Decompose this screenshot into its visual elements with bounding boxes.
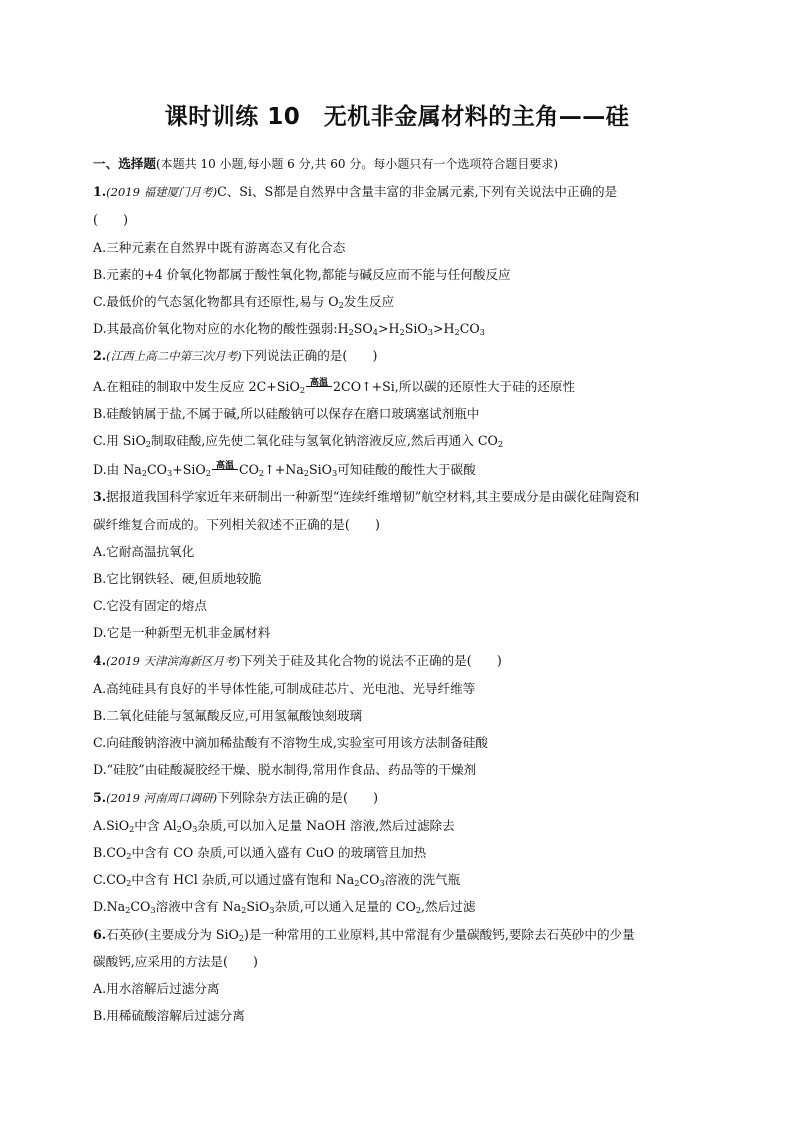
option-text: O xyxy=(181,817,193,833)
question-source: (2019 天津滨海新区月考) xyxy=(106,653,241,668)
subscript: 3 xyxy=(150,905,156,916)
option-text: 制取硅酸,应先使二氧化硅与氢氧化钠溶液反应,然后再通入 CO xyxy=(151,433,498,449)
subscript: 2 xyxy=(126,851,132,862)
question-source: (江西上高二中第三次月考) xyxy=(106,349,242,364)
option-d: D.它是一种新型无机非金属材料 xyxy=(93,625,271,641)
answer-blank[interactable]: ( ) xyxy=(93,212,129,228)
subscript: 4 xyxy=(372,327,378,338)
option-d xyxy=(93,456,705,483)
question-list xyxy=(93,150,705,1030)
option-c xyxy=(93,288,705,315)
question-number: 4. xyxy=(93,652,107,668)
subscript: 3 xyxy=(269,905,275,916)
question-stem-continued: 碳纤维复合而成的。下列相关叙述不正确的是( ) xyxy=(93,516,380,532)
option-b: B.硅酸钠属于盐,不属于碱,所以硅酸钠可以保存在磨口玻璃塞试剂瓶中 xyxy=(93,405,480,421)
question-number: 6. xyxy=(93,926,107,942)
section-heading xyxy=(93,150,705,178)
subscript: 2 xyxy=(299,384,306,395)
condition-label: 高温 xyxy=(310,377,329,388)
option-text: >H xyxy=(377,321,400,337)
subscript: 2 xyxy=(125,905,131,916)
option-text: 杂质,可以加入足量 NaOH 溶液,然后过滤除去 xyxy=(197,817,455,833)
subscript: 2 xyxy=(129,823,135,834)
question-stem: 下列关于硅及其化合物的说法不正确的是( ) xyxy=(240,652,502,668)
option-text: 杂质,可以通入足量的 CO xyxy=(274,899,416,915)
question-number: 2. xyxy=(93,348,107,364)
question-stem: 石英砂(主要成分为 SiO xyxy=(106,926,239,942)
question-2 xyxy=(93,342,705,370)
option-a xyxy=(93,812,705,839)
option-b: B.元素的+4 价氧化物都属于酸性氧化物,都能与碱反应而不能与任何酸反应 xyxy=(93,266,511,282)
reaction-arrow-line xyxy=(212,469,238,470)
question-source: (2019 河南周口调研) xyxy=(106,790,218,805)
option-text: A.SiO xyxy=(93,817,130,833)
subscript: 2 xyxy=(176,823,182,834)
subscript: 3 xyxy=(479,327,485,338)
subscript: 2 xyxy=(258,468,265,479)
option-a: A.用水溶解后过滤分离 xyxy=(93,981,220,997)
subscript: 3 xyxy=(166,468,173,479)
condition-label: 高温 xyxy=(215,461,234,472)
subscript: 2 xyxy=(303,468,309,479)
option-a: A.高纯硅具有良好的半导体性能,可制成硅芯片、光电池、光导纤维等 xyxy=(93,680,476,696)
option-text: CO xyxy=(238,462,259,478)
option-a xyxy=(93,373,705,400)
option-text: SiO xyxy=(246,899,270,915)
option-b xyxy=(93,839,705,866)
option-c: C.向硅酸钠溶液中滴加稀盐酸有不溶物生成,实验室可用该方法制备硅酸 xyxy=(93,735,489,751)
question-source: (2019 福建厦门月考) xyxy=(106,185,218,200)
subscript: 2 xyxy=(145,439,151,450)
subscript: 3 xyxy=(192,823,198,834)
subscript: 2 xyxy=(126,878,132,889)
question-3 xyxy=(93,483,705,510)
section-note: (本题共 10 小题,每小题 6 分,共 60 分。每小题只有一个选项符合题目要求) xyxy=(155,157,559,171)
option-text: 2CO↑+Si,所以碳的还原性大于硅的还原性 xyxy=(333,378,576,394)
option-text: D.Na xyxy=(93,899,126,915)
question-stem: 据报道我国科学家近年来研制出一种新型“连续纤维增韧”航空材料,其主要成分是由碳化硅陶瓷和 xyxy=(106,489,640,505)
option-text: CO xyxy=(359,872,380,888)
option-text: ↑+Na xyxy=(264,462,304,478)
subscript: 2 xyxy=(354,878,360,889)
option-text: SO xyxy=(353,321,373,337)
option-c xyxy=(93,427,705,454)
option-text: 溶液的洗气瓶 xyxy=(384,872,461,888)
page-title: 课时训练 10 无机非金属材料的主角——硅 xyxy=(164,104,630,130)
section-label: 一、选择题 xyxy=(93,156,156,171)
question-number: 3. xyxy=(93,489,107,505)
option-text: C.最低价的气态氢化物都具有还原性,易与 O xyxy=(93,294,339,310)
question-4 xyxy=(93,647,705,675)
question-number: 5. xyxy=(93,789,107,805)
question-number: 1. xyxy=(93,184,107,200)
subscript: 2 xyxy=(141,468,147,479)
question-stem-continued: 碳酸钙,应采用的方法是( ) xyxy=(93,953,258,969)
option-a: A.三种元素在自然界中既有游离态又有化合态 xyxy=(93,239,346,255)
option-text: C.CO xyxy=(93,872,127,888)
option-text: A.在粗硅的制取中发生反应 2C+SiO xyxy=(93,378,300,394)
subscript: 3 xyxy=(427,327,433,338)
option-a: A.它耐高温抗氧化 xyxy=(93,543,195,559)
option-text: 中含 Al xyxy=(134,817,177,833)
subscript: 2 xyxy=(399,327,405,338)
option-text: SiO xyxy=(309,462,332,478)
subscript: 2 xyxy=(497,439,504,450)
option-text: D.其最高价氧化物对应的水化物的酸性强弱:H xyxy=(93,321,349,337)
option-text: B.CO xyxy=(93,845,127,861)
option-text: CO xyxy=(459,321,480,337)
option-text: 发生反应 xyxy=(343,294,395,310)
question-stem: 下列说法正确的是( ) xyxy=(241,348,378,364)
option-c xyxy=(93,866,705,893)
option-text: D.由 Na xyxy=(93,462,142,478)
question-stem: 下列除杂方法正确的是( ) xyxy=(217,789,379,805)
option-b: B.二氧化硅能与氢氟酸反应,可用氢氟酸蚀刻玻璃 xyxy=(93,708,363,724)
question-5 xyxy=(93,784,705,812)
option-text: CO xyxy=(147,462,167,478)
option-text: C.用 SiO xyxy=(93,433,146,449)
option-text: CO xyxy=(130,899,151,915)
option-text: 中含有 HCl 杂质,可以通过盛有饱和 Na xyxy=(131,872,355,888)
subscript: 2 xyxy=(415,905,422,916)
subscript: 2 xyxy=(205,468,211,479)
subscript: 3 xyxy=(331,468,338,479)
subscript: 2 xyxy=(348,327,354,338)
option-text: ,然后过滤 xyxy=(421,899,476,915)
option-text: >H xyxy=(432,321,455,337)
subscript: 2 xyxy=(241,905,247,916)
option-c: C.它没有固定的熔点 xyxy=(93,598,207,614)
reaction-arrow-line xyxy=(306,386,332,387)
option-text: 中含有 CO 杂质,可以通入盛有 CuO 的玻璃管且加热 xyxy=(131,845,427,861)
option-d: D.“硅胶”由硅酸凝胶经干燥、脱水制得,常用作食品、药品等的干燥剂 xyxy=(93,762,477,778)
question-6 xyxy=(93,921,705,948)
subscript: 2 xyxy=(454,327,460,338)
option-d xyxy=(93,315,705,342)
subscript: 2 xyxy=(338,300,344,311)
option-text: 可知硅酸的酸性大于碳酸 xyxy=(337,462,476,478)
reaction-condition xyxy=(306,377,332,391)
reaction-condition xyxy=(212,461,238,474)
answer-paren xyxy=(93,206,705,233)
option-b: B.它比钢铁轻、硬,但质地较脆 xyxy=(93,571,262,587)
option-b: B.用稀硫酸溶解后过滤分离 xyxy=(93,1008,245,1024)
subscript: 3 xyxy=(379,878,385,889)
option-text: +SiO xyxy=(172,462,206,478)
question-stem: )是一种常用的工业原料,其中常混有少量碳酸钙,要除去石英砂中的少量 xyxy=(244,926,635,942)
question-1 xyxy=(93,178,705,206)
option-d xyxy=(93,893,705,920)
option-text: 溶液中含有 Na xyxy=(155,899,242,915)
question-stem: C、Si、S都是自然界中含量丰富的非金属元素,下列有关说法中正确的是 xyxy=(217,184,618,200)
option-text: SiO xyxy=(404,321,428,337)
subscript: 2 xyxy=(238,932,245,943)
